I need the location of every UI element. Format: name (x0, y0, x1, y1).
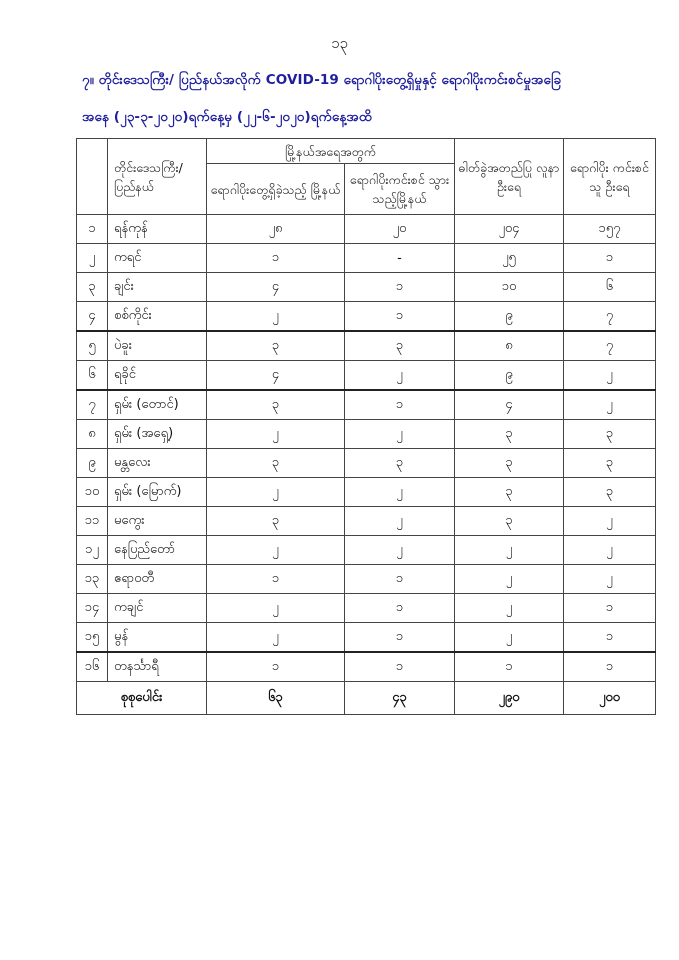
townships-cleared: ၂ (345, 420, 455, 449)
table-row (77, 594, 656, 623)
row-number: ၇ (77, 390, 108, 420)
region-name: မကွေး (108, 507, 207, 536)
recovered-count: ၆ (564, 273, 656, 302)
recovered-count: ၃ (564, 478, 656, 507)
townships-cleared: ၁ (345, 565, 455, 594)
covid-region-table (76, 138, 656, 715)
region-name: မန္တလေး (108, 449, 207, 478)
townships-cleared: ၁ (345, 652, 455, 682)
townships-found: ၁ (207, 652, 345, 682)
total-found: ၆၃ (207, 682, 345, 715)
patient-count: ၃ (455, 478, 564, 507)
townships-found: ၂ (207, 594, 345, 623)
townships-found: ၃ (207, 507, 345, 536)
row-number: ၁၁ (77, 507, 108, 536)
patient-count: ၉ (455, 302, 564, 332)
header-number (77, 139, 108, 215)
row-number: ၁၂ (77, 536, 108, 565)
table-row (77, 507, 656, 536)
townships-found: ၂၈ (207, 215, 345, 244)
row-number: ၁၀ (77, 478, 108, 507)
townships-cleared: ၂၀ (345, 215, 455, 244)
townships-found: ၃ (207, 390, 345, 420)
row-number: ၆ (77, 361, 108, 391)
recovered-count: ၁ (564, 244, 656, 273)
table-row (77, 623, 656, 653)
total-patients: ၂၉၀ (455, 682, 564, 715)
region-name: တနင်္သာရီ (108, 652, 207, 682)
recovered-count: ၁ (564, 594, 656, 623)
townships-cleared: ၁ (345, 302, 455, 332)
total-label: စုစုပေါင်း (77, 682, 207, 715)
total-recovered: ၂၀၀ (564, 682, 656, 715)
row-number: ၅ (77, 331, 108, 361)
patient-count: ၂ (455, 536, 564, 565)
table-row (77, 273, 656, 302)
header-townships-cleared: ရောဂါပိုးကင်းစင် သွားသည့်မြို့နယ် (345, 164, 455, 215)
region-name: ပဲခူး (108, 331, 207, 361)
patient-count: ၂ (455, 565, 564, 594)
patient-count: ၉ (455, 361, 564, 391)
row-number: ၃ (77, 273, 108, 302)
townships-cleared: ၂ (345, 478, 455, 507)
patient-count: ၃ (455, 420, 564, 449)
townships-cleared: ၂ (345, 507, 455, 536)
recovered-count: ၂ (564, 361, 656, 391)
townships-cleared: - (345, 244, 455, 273)
row-number: ၁ (77, 215, 108, 244)
recovered-count: ၃ (564, 420, 656, 449)
patient-count: ၁ (455, 652, 564, 682)
townships-found: ၂ (207, 302, 345, 332)
patient-count: ၃ (455, 449, 564, 478)
total-cleared: ၄၃ (345, 682, 455, 715)
recovered-count: ၁ (564, 623, 656, 653)
patient-count: ၂ (455, 594, 564, 623)
row-number: ၂ (77, 244, 108, 273)
townships-found: ၂ (207, 478, 345, 507)
region-name: ရှမ်း (အရှေ့) (108, 420, 207, 449)
patient-count: ၈ (455, 331, 564, 361)
recovered-count: ၂ (564, 536, 656, 565)
townships-found: ၄ (207, 273, 345, 302)
region-name: ချင်း (108, 273, 207, 302)
header-region: တိုင်းဒေသကြီး/ ပြည်နယ် (108, 139, 207, 215)
row-number: ၁၄ (77, 594, 108, 623)
table-row (77, 390, 656, 420)
region-name: ကရင် (108, 244, 207, 273)
townships-cleared: ၁ (345, 390, 455, 420)
document-title-line-2: အနေ (၂၃-၃-၂၀၂၀)ရက်နေ့မှ (၂၂-၆-၂၀၂၀)ရက်နေ့အထိ (82, 109, 372, 125)
recovered-count: ၇ (564, 302, 656, 332)
table-row (77, 420, 656, 449)
region-name: မွန် (108, 623, 207, 653)
townships-cleared: ၁ (345, 623, 455, 653)
patient-count: ၂၀၄ (455, 215, 564, 244)
row-number: ၈ (77, 420, 108, 449)
patient-count: ၂၅ (455, 244, 564, 273)
recovered-count: ၁ (564, 652, 656, 682)
townships-cleared: ၂ (345, 361, 455, 391)
row-number: ၁၅ (77, 623, 108, 653)
townships-cleared: ၁ (345, 273, 455, 302)
page-number: ၁၃ (331, 34, 348, 52)
recovered-count: ၁၅၇ (564, 215, 656, 244)
townships-found: ၂ (207, 536, 345, 565)
row-number: ၄ (77, 302, 108, 332)
row-number: ၁၃ (77, 565, 108, 594)
townships-cleared: ၃ (345, 449, 455, 478)
townships-cleared: ၃ (345, 331, 455, 361)
recovered-count: ၂ (564, 390, 656, 420)
header-township-group: မြို့နယ်အရေအတွက် (207, 139, 455, 164)
table-row (77, 331, 656, 361)
recovered-count: ၂ (564, 507, 656, 536)
table-row (77, 536, 656, 565)
townships-found: ၃ (207, 331, 345, 361)
table-row (77, 215, 656, 244)
region-name: ရန်ကုန် (108, 215, 207, 244)
total-row (77, 682, 656, 715)
townships-found: ၄ (207, 361, 345, 391)
townships-cleared: ၂ (345, 536, 455, 565)
region-name: ကချင် (108, 594, 207, 623)
patient-count: ၁၀ (455, 273, 564, 302)
recovered-count: ၂ (564, 565, 656, 594)
region-name: စစ်ကိုင်း (108, 302, 207, 332)
table-row (77, 478, 656, 507)
townships-found: ၃ (207, 449, 345, 478)
patient-count: ၃ (455, 507, 564, 536)
header-townships-found: ရောဂါပိုးတွေ့ရှိခဲ့သည့် မြို့နယ် (207, 164, 345, 215)
row-number: ၁၆ (77, 652, 108, 682)
recovered-count: ၇ (564, 331, 656, 361)
table-row (77, 302, 656, 332)
recovered-count: ၃ (564, 449, 656, 478)
townships-found: ၂ (207, 420, 345, 449)
patient-count: ၄ (455, 390, 564, 420)
header-patients: ဓါတ်ခွဲအတည်ပြု လူနာ ဦးရေ (455, 139, 564, 215)
townships-found: ၁ (207, 565, 345, 594)
region-name: ရှမ်း (တောင်) (108, 390, 207, 420)
table-row (77, 449, 656, 478)
townships-found: ၂ (207, 623, 345, 653)
townships-found: ၁ (207, 244, 345, 273)
region-name: ရှမ်း (မြောက်) (108, 478, 207, 507)
table-row (77, 652, 656, 682)
table-row (77, 244, 656, 273)
table-row (77, 565, 656, 594)
patient-count: ၂ (455, 623, 564, 653)
table-row (77, 361, 656, 391)
row-number: ၉ (77, 449, 108, 478)
region-name: နေပြည်တော် (108, 536, 207, 565)
header-recovered: ရောဂါပိုး ကင်းစင်သူ ဦးရေ (564, 139, 656, 215)
document-title-line-1: ၇။ တိုင်းဒေသကြီး/ ပြည်နယ်အလိုက် COVID-19 ရောဂါပိုးတွေ့ရှိမှုနှင့် ရောဂါပိုးကင်းစင်မှုအခြေ (82, 72, 562, 88)
region-name: ရခိုင် (108, 361, 207, 391)
townships-cleared: ၁ (345, 594, 455, 623)
region-name: ဧရာဝတီ (108, 565, 207, 594)
